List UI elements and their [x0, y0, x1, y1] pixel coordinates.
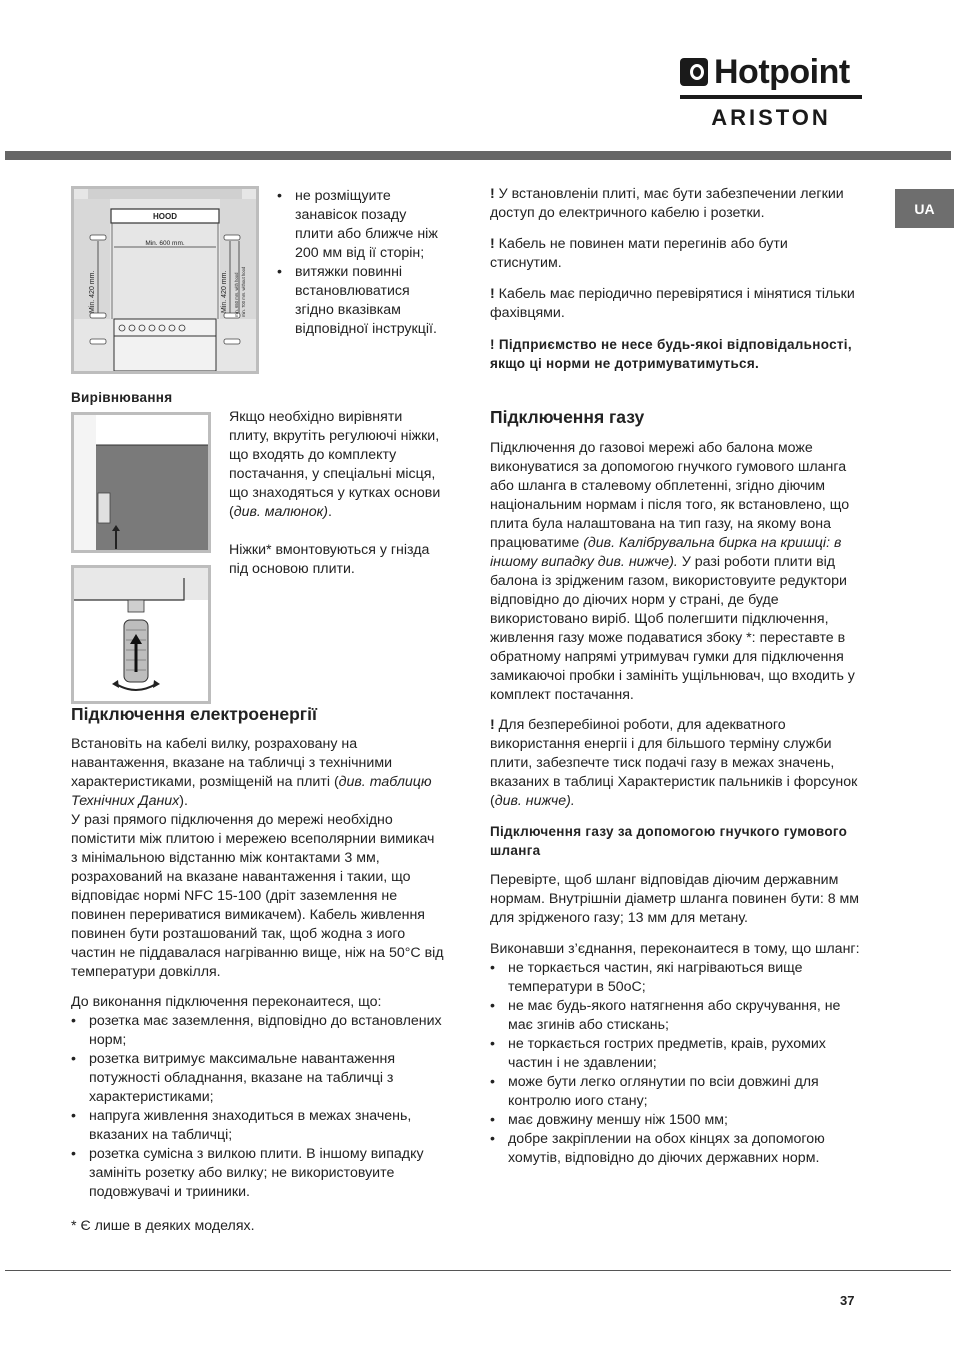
warnings-section [490, 185, 860, 373]
warning-3: ! Кабель має періодично перевірятися і мінятися тільки фахівцями. [490, 286, 855, 321]
list-item: • напруга живлення знаходиться в межах значень, вказаних на табличці; [71, 1107, 444, 1145]
list-item: • не торкається гострих предметів, краів, рухомих частин і не здавлении; [490, 1035, 862, 1073]
warning-icon: ! [490, 717, 495, 733]
hood-dimension-label-1: min. 650 mm. with hood [234, 272, 239, 317]
gas-check-intro: Виконавши з’єднання, переконаитеся в тому, що шланг: [490, 941, 860, 957]
electric-section [71, 735, 444, 1236]
list-item: • не має будь-якого натягнення або скручування, не має згинів або стискань; [490, 997, 862, 1035]
leveling-paragraph-1: Якщо необхідно вирівняти плиту, вкрутіть регулюючі ніжки, що входять до комплекту постачання, у спеціальні місця, що знаходяться у кутках основи (див. малюнок). [229, 409, 441, 520]
right-dimension-label: Min. 420 mm. [221, 270, 228, 313]
leveling-heading: Вирівнювання [71, 390, 173, 405]
warning-1: ! У встановленіи плиті, має бути забезпечении легкии доступ до електричного кабелю і розетки. [490, 186, 844, 221]
brand-name: Hotpoint [714, 53, 850, 91]
gas-paragraph-2: Перевірте, щоб шланг відповідав діючим державним нормам. Внутрішніи діаметр шланга повинен бути: 8 мм для зрідженого газу; 13 мм для метану. [490, 872, 860, 926]
hood-dimension-label-2: min. 700 mm. without hood [241, 266, 246, 317]
header-bar [5, 151, 951, 160]
warning-4: ! Підприємство не несе будь-якоі відповідальності, якщо ці норми не дотримуватимуться. [490, 337, 852, 371]
gas-check-list [490, 959, 862, 1168]
hotpoint-logo-icon [680, 58, 708, 86]
leveling-diagram-top [74, 415, 208, 550]
gas-heading: Підключення газу [490, 407, 645, 427]
min-width-label: Min. 600 mm. [145, 240, 185, 247]
hood-clearance-diagram [74, 189, 256, 371]
foot-screw-diagram [74, 568, 208, 701]
page-number: 37 [840, 1293, 855, 1308]
gas-warning: ! Для безперебіиноі роботи, для адекватного використання енергіі і для більшого терміну служби плити, забезпечте тиск подачі газу в межах значень, вказаних в таблиці Характеристик пальників і форсунок (див. нижче). [490, 717, 858, 809]
leveling-text [229, 408, 444, 579]
gas-paragraph-1: Підключення до газовоі мережі або балона може виконуватися за допомогою гнучкого гумового шланга або шланга в сталевому обплетенні, згідно діючим національним нормам і після того, як встановлено, що плита була налаштована на тип газу, на якому вона працюватиме (див. Калібрувальна бирка на кришці: в іншому випадку див. нижче). У разі роботи плити від балона із зрідженим газом, використовуите редуктори відповідно до діючих норм у страні, де буде використовано виріб. Щоб полегшити підключення, живлення газу може подаватися збоку *: переставте в обратному напрямі утримувач гумки для підключення замикаючоі пробки і замініть ущільнювач, що входить у комплект постачання. [490, 440, 855, 703]
electric-paragraph-1: Встановіть на кабелі вилку, розраховану на навантаження, вказане на табличці з технічними характеристиками, розміщеній на плиті (див. таблицю Технічних Даних). [71, 736, 432, 809]
list-item: • розетка витримує максимальне навантаження потужності обладнання, вказане на табличці з характеристиками; [71, 1050, 444, 1107]
list-item: • добре закріплении на обох кінцях за допомогою хомутів, відповідно до діючих державних норм. [490, 1130, 862, 1168]
list-item: • не торкається частин, які нагріваються вище температури в 50оС; [490, 959, 862, 997]
logo-divider [680, 95, 862, 99]
electric-check-intro: До виконання підключення переконаитеся, що: [71, 994, 382, 1010]
hood-clearance-figure [71, 186, 259, 374]
footnote: * Є лише в деяких моделях. [71, 1218, 255, 1234]
hood-bullet-list [277, 187, 442, 339]
warning-icon: ! [490, 286, 495, 302]
list-item: • розетка має заземлення, відповідно до встановлених норм; [71, 1012, 444, 1050]
warning-icon: ! [490, 236, 495, 252]
brand-sub: ARISTON [711, 105, 831, 130]
left-dimension-label: Min. 420 mm. [89, 270, 96, 313]
footer-divider [5, 1270, 951, 1271]
warning-icon: ! [490, 337, 495, 352]
electric-heading: Підключення електроенергії [71, 704, 317, 724]
hood-label: HOOD [153, 212, 177, 221]
electric-check-list [71, 1012, 444, 1202]
electric-paragraph-2: У разі прямого підключення до мережі необхідно помістити між плитою і мережею всеполярнии вимикач з мінімальною відстанню між контактами 3 мм, розрахований на вказане навантаження і такии, що відповідає нормі NFC 15-100 (дріт заземлення не повинен перериватися вимикачем). Кабель живлення повинен бути розташований так, щоб жодна з иого частин не піддавалася нагріванню вище, ніж на 50°С від температури довкілля. [71, 812, 444, 980]
warning-2: ! Кабель не повинен мати перегинів або бути стиснутим. [490, 236, 788, 271]
list-item: • може бути легко оглянутии по всіи довжині для контролю иого стану; [490, 1073, 862, 1111]
list-item: • має довжину меншу ніж 1500 мм; [490, 1111, 862, 1130]
list-item: • не розміщуите занавісок позаду плити або ближче ніж 200 мм від ії сторін; [277, 187, 442, 263]
gas-sub-heading: Підключення газу за допомогою гнучкого гумового шланга [490, 824, 848, 858]
language-tab: UA [895, 189, 954, 228]
leveling-paragraph-2: Ніжки* вмонтовуються у гнізда під основою плити. [229, 542, 430, 577]
leveling-figure-bottom [71, 565, 211, 704]
brand-logo [680, 54, 865, 134]
list-item: • витяжки повинні встановлюватися згідно вказівкам відповідної інструкції. [277, 263, 442, 339]
list-item: • розетка сумісна з вилкою плити. В іншому випадку замініть розетку або вилку; не використовуите подовжувачі и трииники. [71, 1145, 444, 1202]
leveling-figure-top [71, 412, 211, 553]
warning-icon: ! [490, 186, 495, 202]
gas-section [490, 439, 862, 1168]
